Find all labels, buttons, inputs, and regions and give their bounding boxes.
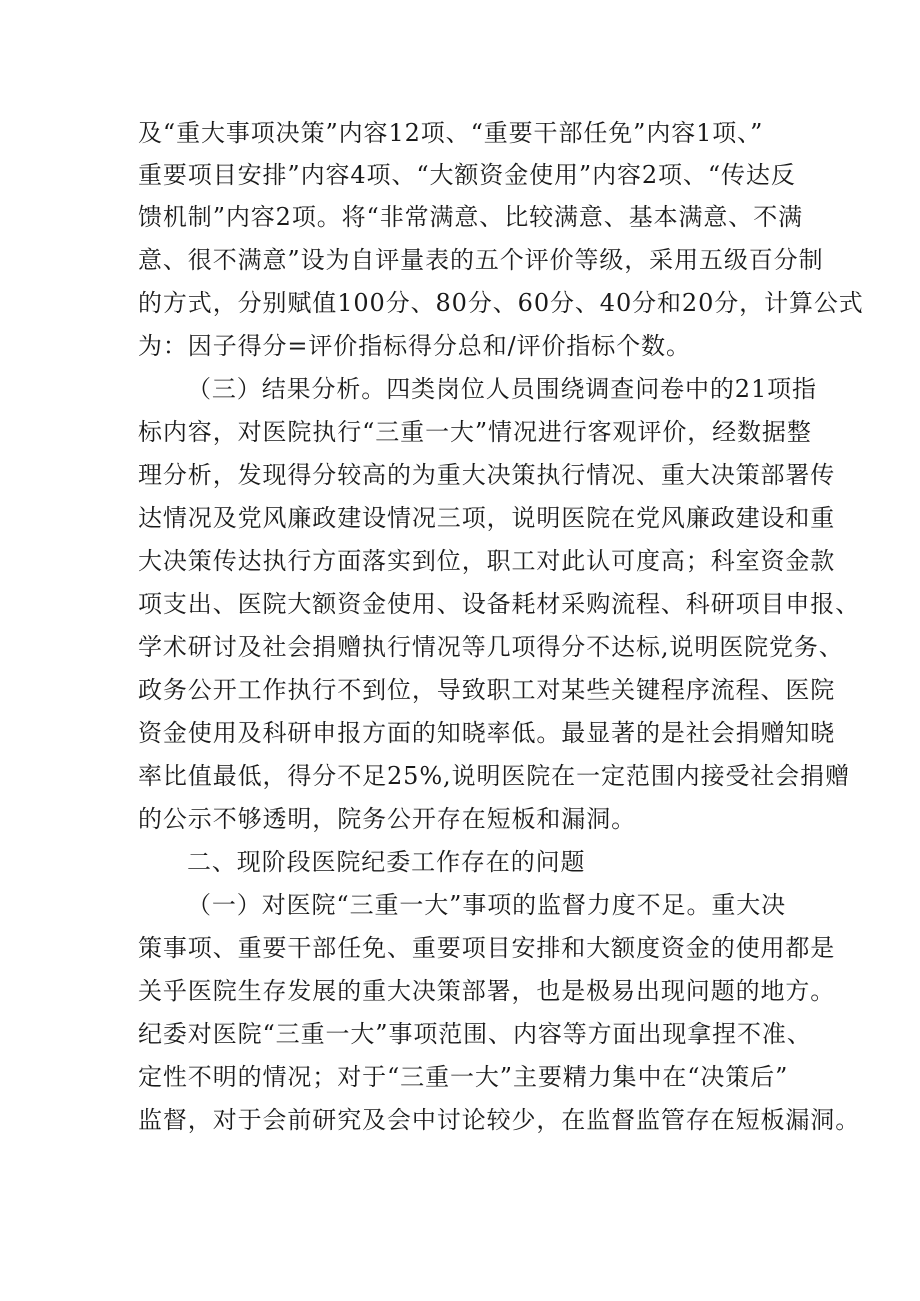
- text-line: 达情况及党风廉政建设情况三项，说明医院在党风廉政建设和重: [138, 504, 836, 532]
- text-line: 纪委对医院“三重一大”事项范围、内容等方面出现拿捏不准、: [138, 1020, 812, 1048]
- text-line: 大决策传达执行方面落实到位，职工对此认可度高；科室资金款: [138, 547, 836, 575]
- subsection-one-heading-line: （一）对医院“三重一大”事项的监督力度不足。重大决: [187, 891, 787, 919]
- text-line: 政务公开工作执行不到位，导致职工对某些关键程序流程、医院: [138, 676, 836, 704]
- text-line: 资金使用及科研申报方面的知晓率低。最显著的是社会捐赠知晓: [138, 719, 836, 747]
- text-line: 监督，对于会前研究及会中讨论较少，在监督监管存在短板漏洞。: [138, 1106, 861, 1134]
- text-line: 重要项目安排”内容4项、“大额资金使用”内容2项、“传达反: [138, 161, 796, 189]
- text-line: 意、很不满意”设为自评量表的五个评价等级，采用五级百分制: [138, 246, 824, 274]
- text-line: 策事项、重要干部任免、重要项目安排和大额度资金的使用都是: [138, 934, 836, 962]
- text-line: 定性不明的情况；对于“三重一大”主要精力集中在“决策后”: [138, 1063, 789, 1091]
- text-line: 及“重大事项决策”内容12项、“重要干部任免”内容1项、”: [138, 119, 764, 147]
- section-two-heading: 二、现阶段医院纪委工作存在的问题: [187, 848, 586, 876]
- text-line: 率比值最低，得分不足25%,说明医院在一定范围内接受社会捐赠: [138, 762, 850, 790]
- text-line: 理分析，发现得分较高的为重大决策执行情况、重大决策部署传: [138, 461, 836, 489]
- text-line: 为：因子得分=评价指标得分总和/评价指标个数。: [138, 332, 691, 360]
- text-line: 项支出、医院大额资金使用、设备耗材采购流程、科研项目申报、: [138, 590, 861, 618]
- text-line: 关乎医院生存发展的重大决策部署，也是极易出现问题的地方。: [138, 977, 836, 1005]
- section-three-heading-line: （三）结果分析。四类岗位人员围绕调查问卷中的21项指: [187, 375, 817, 403]
- text-line: 标内容，对医院执行“三重一大”情况进行客观评价，经数据整: [138, 418, 812, 446]
- text-line: 学术研讨及社会捐赠执行情况等几项得分不达标,说明医院党务、: [138, 633, 844, 661]
- text-line: 的公示不够透明，院务公开存在短板和漏洞。: [138, 805, 636, 833]
- text-line: 馈机制”内容2项。将“非常满意、比较满意、基本满意、不满: [138, 203, 804, 231]
- text-line: 的方式，分别赋值100分、80分、60分、40分和20分，计算公式: [138, 289, 864, 317]
